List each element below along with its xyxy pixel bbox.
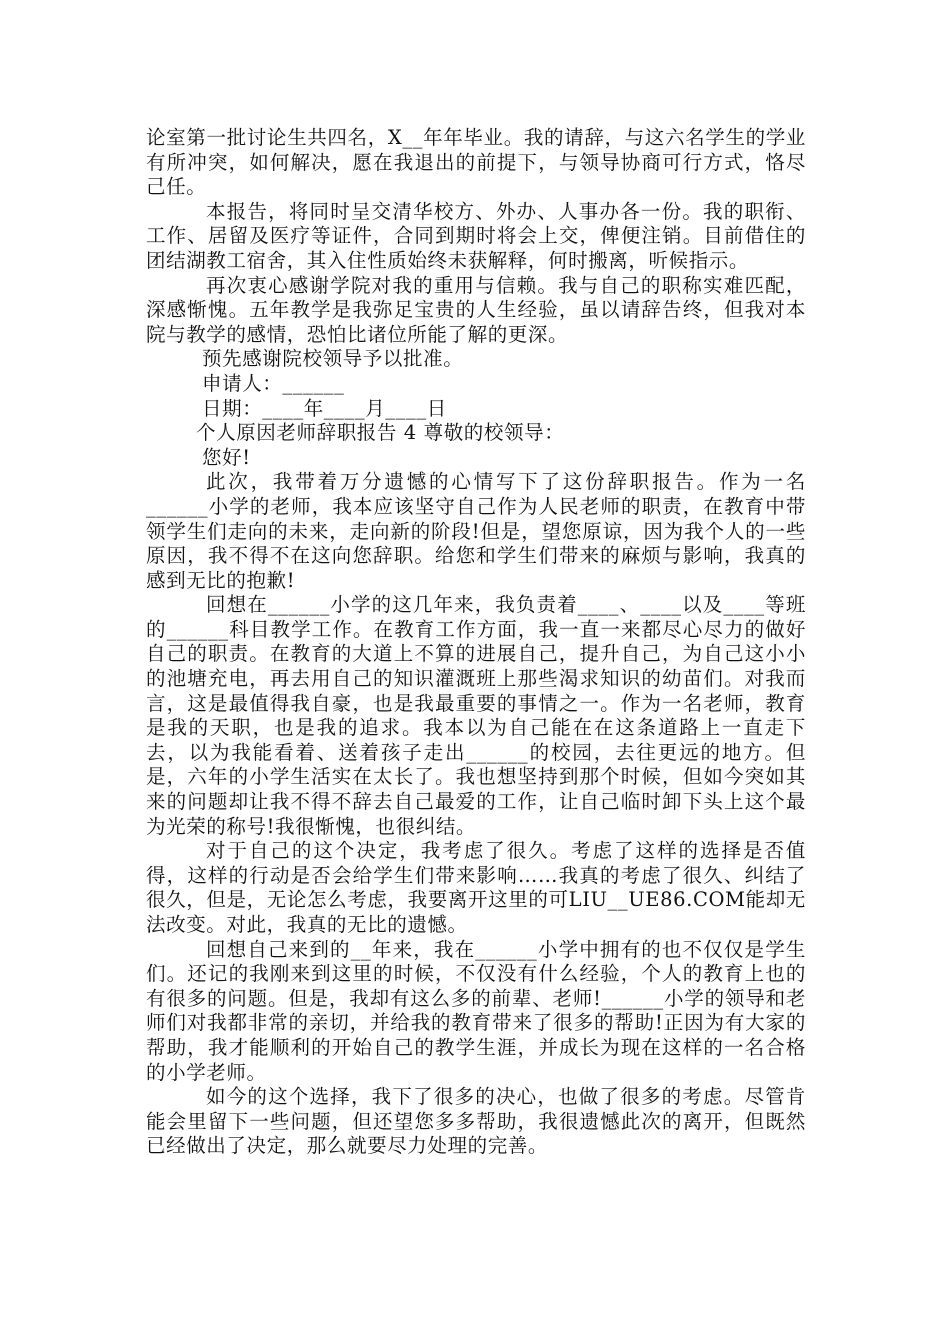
paragraph-approval-thanks: 预先感谢院校领导予以批准。 (202, 347, 464, 371)
document-body (146, 126, 806, 1159)
paragraph-teaching-recollection: 回想在______小学的这几年来，我负责着____、____以及____等班的______科目教学工作。在教育工作方面，我一直一来都尽心尽力的做好自己的职责。在教育的大道上不算的进展自己，提升自己，为自己这小小的池塘充电，再去用自己的知识灌溉班上那些渴求知识的幼苗们。对我而言，这是最值得我自豪，也是我最重要的事情之一。作为一名老师，教育是我的天职，也是我的追求。我本以为自己能在在这条道路上一直走下去，以为我能看着、送着孩子走出______的校园，去往更远的地方。但是，六年的小学生活实在太长了。我也想坚持到那个时候，但如今突如其来的问题却让我不得不辞去自己最爱的工作，让自己临时卸下头上这个最为光荣的称号!我很惭愧，也很纠结。 (146, 593, 806, 838)
paragraph-closing: 如今的这个选择，我下了很多的决心，也做了很多的考虑。尽管肯能会里留下一些问题，但还望您多多帮助，我很遗憾此次的离开，但既然已经做出了决定，那么就要尽力处理的完善。 (146, 1085, 806, 1158)
paragraph-resignation-intro: 此次，我带着万分遗憾的心情写下了这份辞职报告。作为一名______小学的老师，我本应该坚守自己作为人民老师的职责，在教育中带领学生们走向的未来，走向新的阶段!但是，望您原谅，因为我个人的一些原因，我不得不在这向您辞职。给您和学生们带来的麻烦与影响，我真的感到无比的抱歉! (146, 470, 806, 592)
paragraph-report-submission: 本报告，将同时呈交清华校方、外办、人事办各一份。我的职衔、工作、居留及医疗等证件，合同到期时将会上交，俾便注销。目前借住的团结湖教工宿舍，其入住性质始终未获解释，何时搬离，听候指示。 (146, 199, 806, 272)
date-line: 日期：____年____月____日 (202, 396, 447, 420)
section-heading: 个人原因老师辞职报告 4 尊敬的校领导： (196, 421, 565, 445)
paragraph-decision: 对于自己的这个决定，我考虑了很久。考虑了这样的选择是否值得，这样的行动是否会给学生们带来影响……我真的考虑了很久、纠结了很久，但是，无论怎么考虑，我要离开这里的可LIU__UE86.COM能却无法改变。对此，我真的无比的遗憾。 (146, 839, 806, 936)
paragraph-colleagues: 回想自己来到的__年来，我在______小学中拥有的也不仅仅是学生们。还记的我刚来到这里的时候，不仅没有什么经验，个人的教育上也的有很多的问题。但是，我却有这么多的前辈、老师!______小学的领导和老师们对我都非常的亲切，并给我的教育带来了很多的帮助!正因为有大家的帮助，我才能顺利的开始自己的教学生涯，并成长为现在这样的一名合格的小学老师。 (146, 937, 806, 1084)
greeting: 您好! (202, 445, 251, 469)
paragraph-student-conflict: 论室第一批讨论生共四名，X__年年毕业。我的请辞，与这六名学生的学业有所冲突，如何解决，愿在我退出的前提下，与领导协商可行方式，恪尽己任。 (146, 126, 806, 199)
paragraph-gratitude: 再次衷心感谢学院对我的重用与信赖。我与自己的职称实难匹配，深感惭愧。五年教学是我弥足宝贵的人生经验，虽以请辞告终，但我对本院与教学的感情，恐怕比诸位所能了解的更深。 (146, 273, 806, 346)
applicant-line: 申请人：______ (202, 371, 345, 395)
